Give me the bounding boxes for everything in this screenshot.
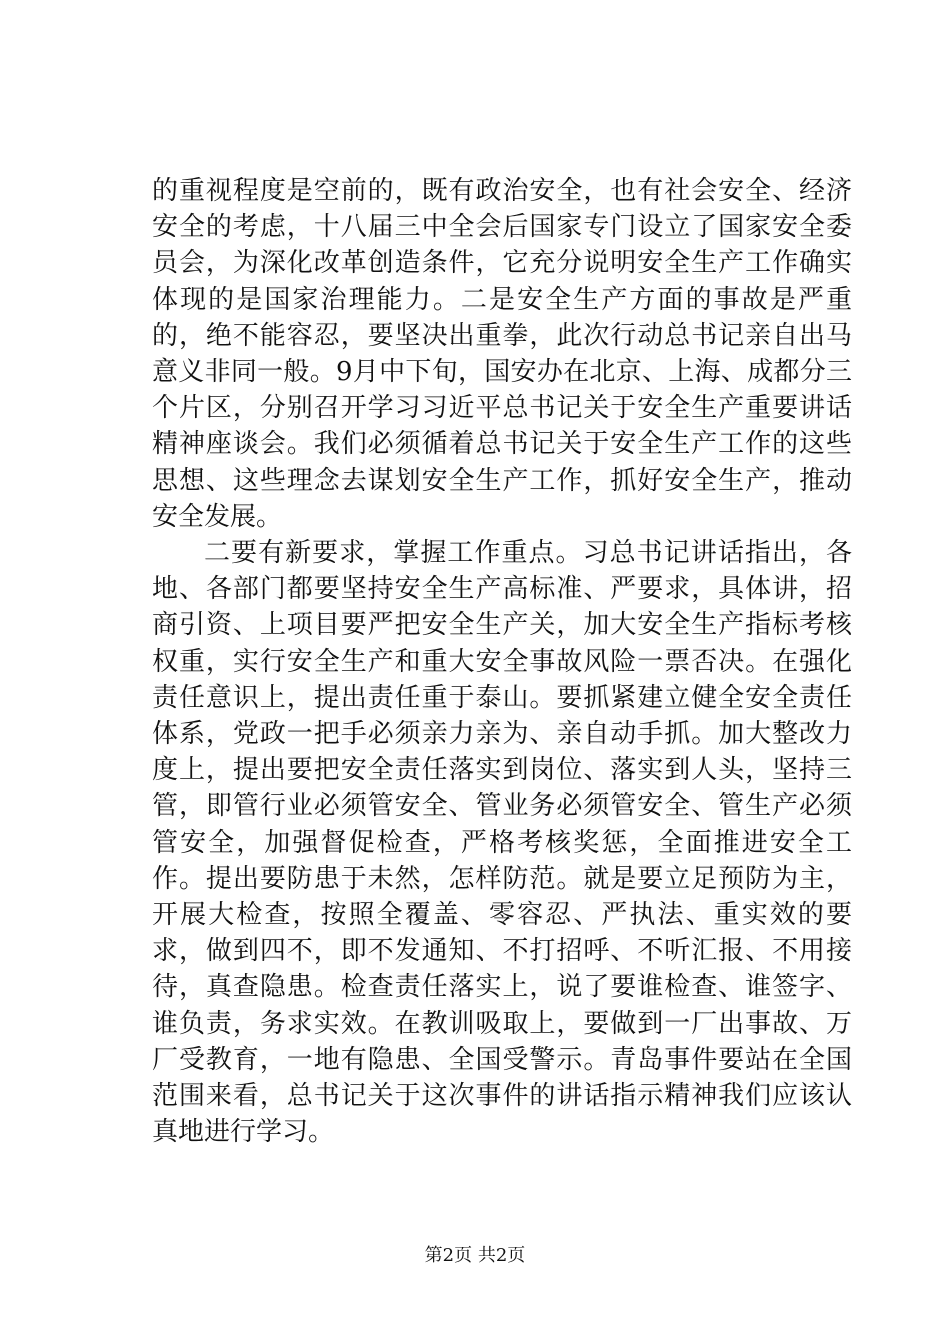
page-number-footer: 第2页 共2页 [424, 1245, 526, 1266]
paragraph-continued: 的重视程度是空前的，既有政治安全，也有社会安全、经济安全的考虑，十八届三中全会后国家专门设立了国家安全委员会，为深化改革创造条件，它充分说明安全生产工作确实体现的是国家治理能力。二是安全生产方面的事故是严重的，绝不能容忍，要坚决出重拳，此次行动总书记亲自出马意义非同一般。9月中下旬，国安办在北京、上海、成都分三个片区，分别召开学习习近平总书记关于安全生产重要讲话精神座谈会。我们必须循着总书记关于安全生产工作的这些思想、这些理念去谋划安全生产工作，抓好安全生产，推动安全发展。 [152, 176, 852, 532]
document-body [152, 173, 852, 1150]
paragraph-new-requirements: 二要有新要求，掌握工作重点。习总书记讲话指出，各地、各部门都要坚持安全生产高标准、严要求，具体讲，招商引资、上项目要严把安全生产关，加大安全生产指标考核权重，实行安全生产和重大安全事故风险一票否决。在强化责任意识上，提出责任重于泰山。要抓紧建立健全安全责任体系，党政一把手必须亲力亲为、亲自动手抓。加大整改力度上，提出要把安全责任落实到岗位、落实到人头，坚持三管，即管行业必须管安全、管业务必须管安全、管生产必须管安全，加强督促检查，严格考核奖惩，全面推进安全工作。提出要防患于未然，怎样防范。就是要立足预防为主，开展大检查，按照全覆盖、零容忍、严执法、重实效的要求，做到四不，即不发通知、不打招呼、不听汇报、不用接待，真查隐患。检查责任落实上，说了要谁检查、谁签字、谁负责，务求实效。在教训吸取上，要做到一厂出事故、万厂受教育，一地有隐患、全国受警示。青岛事件要站在全国范围来看，总书记关于这次事件的讲话指示精神我们应该认真地进行学习。 [152, 538, 852, 1148]
